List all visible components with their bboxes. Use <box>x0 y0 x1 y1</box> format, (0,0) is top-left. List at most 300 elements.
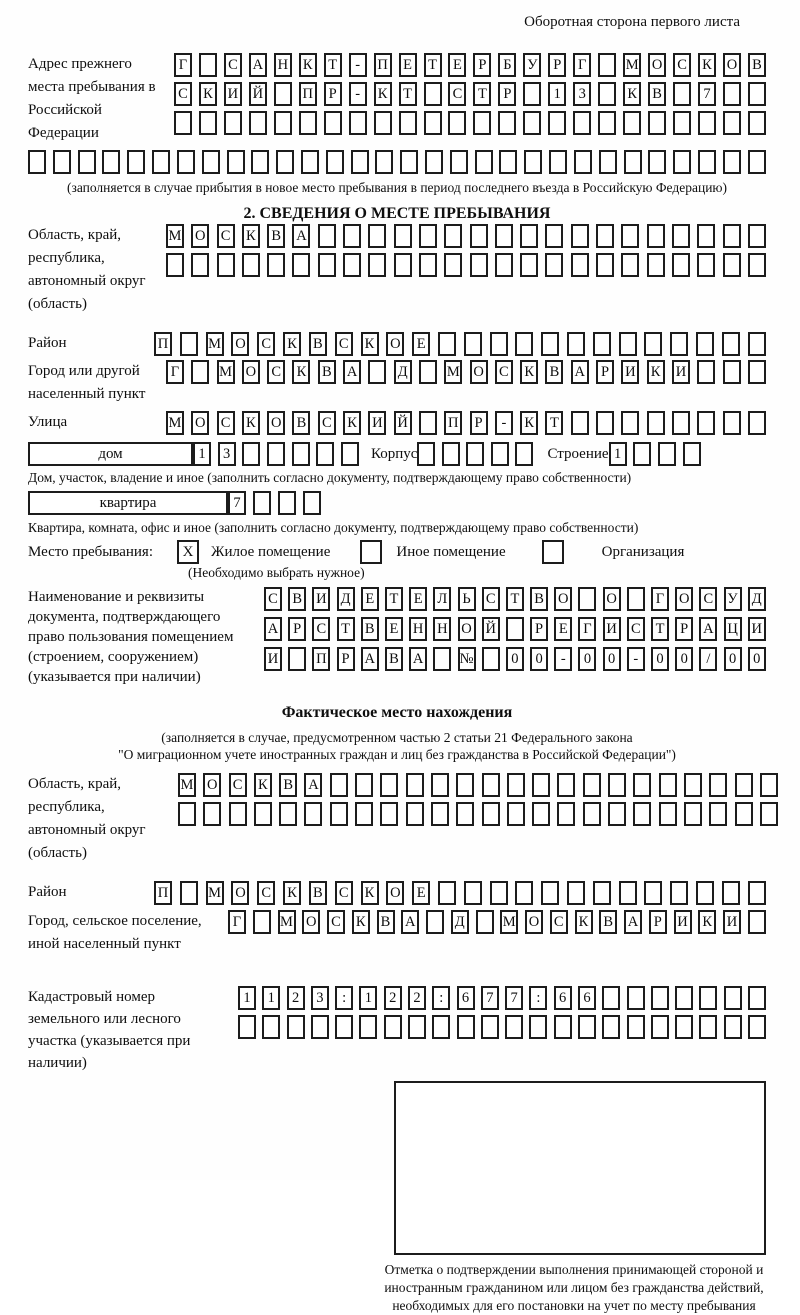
char-cell[interactable]: 6 <box>554 986 572 1010</box>
char-cell[interactable]: М <box>217 360 235 384</box>
char-cell[interactable] <box>433 647 451 671</box>
char-cell[interactable] <box>599 150 617 174</box>
char-cell[interactable]: К <box>623 82 641 106</box>
char-cell[interactable]: К <box>242 224 260 248</box>
char-cell[interactable] <box>699 986 717 1010</box>
checkbox-organization[interactable] <box>542 540 564 564</box>
char-cell[interactable] <box>670 881 688 905</box>
char-cell[interactable] <box>466 442 484 466</box>
char-cell[interactable]: № <box>458 647 476 671</box>
char-cell[interactable]: 2 <box>384 986 402 1010</box>
char-cell[interactable] <box>476 910 494 934</box>
char-cell[interactable]: 0 <box>506 647 524 671</box>
region-row-2[interactable] <box>166 253 766 277</box>
char-cell[interactable]: О <box>648 53 666 77</box>
char-cell[interactable] <box>330 773 348 797</box>
char-cell[interactable]: К <box>374 82 392 106</box>
char-cell[interactable]: О <box>386 881 404 905</box>
char-cell[interactable] <box>506 617 524 641</box>
char-cell[interactable] <box>673 82 691 106</box>
char-cell[interactable] <box>227 150 245 174</box>
char-cell[interactable] <box>571 253 589 277</box>
char-cell[interactable]: Р <box>675 617 693 641</box>
char-cell[interactable] <box>419 411 437 435</box>
char-cell[interactable]: 7 <box>698 82 716 106</box>
char-cell[interactable]: О <box>603 587 621 611</box>
char-cell[interactable] <box>444 224 462 248</box>
char-cell[interactable]: Д <box>337 587 355 611</box>
char-cell[interactable]: Й <box>482 617 500 641</box>
char-cell[interactable]: С <box>335 881 353 905</box>
char-cell[interactable]: Т <box>473 82 491 106</box>
char-cell[interactable] <box>557 802 575 826</box>
char-cell[interactable] <box>723 224 741 248</box>
char-cell[interactable]: М <box>206 332 224 356</box>
char-cell[interactable] <box>355 802 373 826</box>
char-cell[interactable] <box>424 82 442 106</box>
char-cell[interactable] <box>203 802 221 826</box>
char-cell[interactable] <box>482 773 500 797</box>
char-cell[interactable] <box>267 442 285 466</box>
char-cell[interactable] <box>724 1015 742 1039</box>
char-cell[interactable]: 0 <box>748 647 766 671</box>
char-cell[interactable] <box>507 773 525 797</box>
previous-address-row-2[interactable] <box>174 82 766 106</box>
char-cell[interactable] <box>541 332 559 356</box>
char-cell[interactable] <box>593 332 611 356</box>
document-row-3[interactable] <box>264 647 766 671</box>
char-cell[interactable]: И <box>312 587 330 611</box>
char-cell[interactable]: И <box>672 360 690 384</box>
char-cell[interactable]: А <box>264 617 282 641</box>
char-cell[interactable] <box>647 411 665 435</box>
char-cell[interactable]: Т <box>506 587 524 611</box>
char-cell[interactable] <box>343 253 361 277</box>
char-cell[interactable] <box>541 881 559 905</box>
char-cell[interactable] <box>697 253 715 277</box>
char-cell[interactable]: К <box>254 773 272 797</box>
char-cell[interactable]: К <box>361 881 379 905</box>
char-cell[interactable]: Е <box>409 587 427 611</box>
char-cell[interactable] <box>303 491 321 515</box>
char-cell[interactable]: 7 <box>228 491 246 515</box>
char-cell[interactable]: С <box>217 411 235 435</box>
char-cell[interactable]: В <box>530 587 548 611</box>
char-cell[interactable]: Т <box>545 411 563 435</box>
char-cell[interactable] <box>623 111 641 135</box>
char-cell[interactable] <box>633 773 651 797</box>
char-cell[interactable] <box>292 442 310 466</box>
char-cell[interactable]: М <box>500 910 518 934</box>
char-cell[interactable] <box>341 442 359 466</box>
char-cell[interactable] <box>723 82 741 106</box>
char-cell[interactable]: С <box>673 53 691 77</box>
char-cell[interactable] <box>760 802 778 826</box>
char-cell[interactable]: А <box>292 224 310 248</box>
char-cell[interactable] <box>217 253 235 277</box>
char-cell[interactable]: И <box>723 910 741 934</box>
char-cell[interactable] <box>621 411 639 435</box>
char-cell[interactable]: А <box>624 910 642 934</box>
char-cell[interactable] <box>419 224 437 248</box>
char-cell[interactable]: И <box>368 411 386 435</box>
char-cell[interactable]: Г <box>174 53 192 77</box>
char-cell[interactable] <box>648 150 666 174</box>
char-cell[interactable] <box>647 224 665 248</box>
char-cell[interactable] <box>670 332 688 356</box>
char-cell[interactable]: 6 <box>578 986 596 1010</box>
char-cell[interactable] <box>199 53 217 77</box>
char-cell[interactable]: С <box>217 224 235 248</box>
char-cell[interactable] <box>431 773 449 797</box>
char-cell[interactable] <box>608 802 626 826</box>
char-cell[interactable] <box>583 802 601 826</box>
char-cell[interactable] <box>724 986 742 1010</box>
char-cell[interactable] <box>254 802 272 826</box>
char-cell[interactable]: Д <box>394 360 412 384</box>
char-cell[interactable]: О <box>302 910 320 934</box>
char-cell[interactable]: О <box>470 360 488 384</box>
char-cell[interactable]: С <box>229 773 247 797</box>
char-cell[interactable] <box>578 1015 596 1039</box>
char-cell[interactable] <box>276 150 294 174</box>
char-cell[interactable] <box>349 111 367 135</box>
char-cell[interactable] <box>229 802 247 826</box>
char-cell[interactable]: О <box>242 360 260 384</box>
char-cell[interactable] <box>673 150 691 174</box>
char-cell[interactable] <box>470 224 488 248</box>
char-cell[interactable]: С <box>495 360 513 384</box>
char-cell[interactable] <box>299 111 317 135</box>
char-cell[interactable] <box>394 253 412 277</box>
char-cell[interactable]: А <box>699 617 717 641</box>
char-cell[interactable] <box>457 1015 475 1039</box>
char-cell[interactable] <box>683 442 701 466</box>
actual-city-row[interactable] <box>228 910 766 934</box>
char-cell[interactable]: / <box>699 647 717 671</box>
char-cell[interactable] <box>394 224 412 248</box>
char-cell[interactable] <box>499 150 517 174</box>
char-cell[interactable]: Г <box>228 910 246 934</box>
char-cell[interactable]: - <box>554 647 572 671</box>
char-cell[interactable] <box>549 150 567 174</box>
char-cell[interactable] <box>335 1015 353 1039</box>
char-cell[interactable] <box>180 881 198 905</box>
char-cell[interactable]: С <box>312 617 330 641</box>
char-cell[interactable] <box>473 111 491 135</box>
char-cell[interactable] <box>408 1015 426 1039</box>
char-cell[interactable] <box>621 224 639 248</box>
char-cell[interactable]: В <box>288 587 306 611</box>
korpus-row[interactable] <box>417 442 533 466</box>
char-cell[interactable] <box>53 150 71 174</box>
char-cell[interactable]: О <box>525 910 543 934</box>
char-cell[interactable] <box>368 224 386 248</box>
char-cell[interactable] <box>180 332 198 356</box>
char-cell[interactable] <box>102 150 120 174</box>
char-cell[interactable]: Р <box>649 910 667 934</box>
char-cell[interactable] <box>274 111 292 135</box>
char-cell[interactable] <box>748 332 766 356</box>
char-cell[interactable]: Е <box>385 617 403 641</box>
char-cell[interactable]: 1 <box>548 82 566 106</box>
char-cell[interactable]: В <box>292 411 310 435</box>
char-cell[interactable]: 7 <box>481 986 499 1010</box>
char-cell[interactable]: Г <box>573 53 591 77</box>
char-cell[interactable] <box>355 773 373 797</box>
char-cell[interactable] <box>748 360 766 384</box>
char-cell[interactable] <box>262 1015 280 1039</box>
char-cell[interactable]: С <box>267 360 285 384</box>
char-cell[interactable]: Н <box>274 53 292 77</box>
char-cell[interactable]: С <box>224 53 242 77</box>
char-cell[interactable] <box>384 1015 402 1039</box>
char-cell[interactable] <box>760 773 778 797</box>
char-cell[interactable] <box>490 332 508 356</box>
char-cell[interactable] <box>598 53 616 77</box>
char-cell[interactable] <box>425 150 443 174</box>
char-cell[interactable] <box>647 253 665 277</box>
previous-address-row-3[interactable] <box>174 111 766 135</box>
document-row-1[interactable] <box>264 587 766 611</box>
char-cell[interactable]: 0 <box>724 647 742 671</box>
char-cell[interactable] <box>748 411 766 435</box>
char-cell[interactable] <box>174 111 192 135</box>
char-cell[interactable] <box>224 111 242 135</box>
char-cell[interactable] <box>288 647 306 671</box>
char-cell[interactable]: А <box>249 53 267 77</box>
char-cell[interactable] <box>723 150 741 174</box>
char-cell[interactable]: 1 <box>262 986 280 1010</box>
char-cell[interactable]: П <box>299 82 317 106</box>
document-row-2[interactable] <box>264 617 766 641</box>
char-cell[interactable]: В <box>309 332 327 356</box>
char-cell[interactable]: В <box>318 360 336 384</box>
char-cell[interactable]: Й <box>249 82 267 106</box>
char-cell[interactable]: 1 <box>359 986 377 1010</box>
char-cell[interactable] <box>748 82 766 106</box>
char-cell[interactable]: 2 <box>287 986 305 1010</box>
char-cell[interactable] <box>672 253 690 277</box>
char-cell[interactable]: 1 <box>609 442 627 466</box>
char-cell[interactable]: Р <box>548 53 566 77</box>
char-cell[interactable]: К <box>343 411 361 435</box>
char-cell[interactable]: : <box>529 986 547 1010</box>
char-cell[interactable] <box>709 802 727 826</box>
char-cell[interactable]: 3 <box>218 442 236 466</box>
street-row[interactable] <box>166 411 766 435</box>
char-cell[interactable]: В <box>748 53 766 77</box>
char-cell[interactable]: Е <box>448 53 466 77</box>
char-cell[interactable] <box>532 802 550 826</box>
char-cell[interactable] <box>475 150 493 174</box>
char-cell[interactable]: К <box>361 332 379 356</box>
char-cell[interactable]: 0 <box>675 647 693 671</box>
char-cell[interactable] <box>515 332 533 356</box>
char-cell[interactable]: Е <box>399 53 417 77</box>
char-cell[interactable] <box>438 332 456 356</box>
char-cell[interactable]: С <box>257 332 275 356</box>
char-cell[interactable] <box>748 150 766 174</box>
char-cell[interactable]: Т <box>651 617 669 641</box>
char-cell[interactable]: О <box>554 587 572 611</box>
char-cell[interactable]: 0 <box>651 647 669 671</box>
char-cell[interactable] <box>532 773 550 797</box>
char-cell[interactable] <box>505 1015 523 1039</box>
char-cell[interactable]: М <box>178 773 196 797</box>
char-cell[interactable] <box>583 773 601 797</box>
char-cell[interactable]: К <box>352 910 370 934</box>
char-cell[interactable]: М <box>166 224 184 248</box>
char-cell[interactable] <box>698 150 716 174</box>
char-cell[interactable]: В <box>385 647 403 671</box>
char-cell[interactable]: Р <box>288 617 306 641</box>
char-cell[interactable] <box>619 332 637 356</box>
char-cell[interactable]: М <box>166 411 184 435</box>
char-cell[interactable] <box>633 442 651 466</box>
char-cell[interactable]: Л <box>433 587 451 611</box>
char-cell[interactable] <box>515 442 533 466</box>
char-cell[interactable] <box>672 411 690 435</box>
char-cell[interactable]: И <box>674 910 692 934</box>
char-cell[interactable]: Д <box>748 587 766 611</box>
char-cell[interactable]: А <box>409 647 427 671</box>
char-cell[interactable]: 0 <box>530 647 548 671</box>
char-cell[interactable] <box>672 224 690 248</box>
char-cell[interactable] <box>554 1015 572 1039</box>
char-cell[interactable] <box>596 411 614 435</box>
char-cell[interactable] <box>127 150 145 174</box>
char-cell[interactable] <box>697 224 715 248</box>
char-cell[interactable]: К <box>242 411 260 435</box>
char-cell[interactable] <box>748 910 766 934</box>
char-cell[interactable] <box>482 802 500 826</box>
char-cell[interactable] <box>722 332 740 356</box>
char-cell[interactable]: В <box>648 82 666 106</box>
char-cell[interactable] <box>78 150 96 174</box>
char-cell[interactable] <box>520 224 538 248</box>
char-cell[interactable] <box>432 1015 450 1039</box>
char-cell[interactable]: М <box>444 360 462 384</box>
char-cell[interactable] <box>709 773 727 797</box>
char-cell[interactable] <box>596 224 614 248</box>
actual-district-row[interactable] <box>154 881 766 905</box>
cadastral-row-2[interactable] <box>238 1015 766 1039</box>
char-cell[interactable]: Е <box>412 881 430 905</box>
char-cell[interactable]: Р <box>324 82 342 106</box>
char-cell[interactable]: 3 <box>311 986 329 1010</box>
char-cell[interactable] <box>238 1015 256 1039</box>
char-cell[interactable]: В <box>309 881 327 905</box>
char-cell[interactable]: Н <box>433 617 451 641</box>
char-cell[interactable] <box>274 82 292 106</box>
char-cell[interactable] <box>697 360 715 384</box>
char-cell[interactable] <box>431 802 449 826</box>
char-cell[interactable]: С <box>264 587 282 611</box>
char-cell[interactable] <box>419 253 437 277</box>
char-cell[interactable]: С <box>257 881 275 905</box>
char-cell[interactable]: : <box>432 986 450 1010</box>
char-cell[interactable]: Е <box>554 617 572 641</box>
char-cell[interactable] <box>598 111 616 135</box>
char-cell[interactable]: Т <box>424 53 442 77</box>
char-cell[interactable] <box>311 1015 329 1039</box>
char-cell[interactable] <box>292 253 310 277</box>
char-cell[interactable] <box>380 802 398 826</box>
char-cell[interactable]: А <box>571 360 589 384</box>
char-cell[interactable]: 3 <box>573 82 591 106</box>
char-cell[interactable] <box>481 1015 499 1039</box>
char-cell[interactable]: И <box>224 82 242 106</box>
char-cell[interactable]: Р <box>337 647 355 671</box>
char-cell[interactable] <box>253 491 271 515</box>
char-cell[interactable]: 0 <box>603 647 621 671</box>
char-cell[interactable]: К <box>647 360 665 384</box>
char-cell[interactable] <box>723 411 741 435</box>
char-cell[interactable]: Е <box>412 332 430 356</box>
char-cell[interactable]: М <box>623 53 641 77</box>
char-cell[interactable] <box>251 150 269 174</box>
char-cell[interactable]: Г <box>166 360 184 384</box>
char-cell[interactable]: О <box>231 881 249 905</box>
char-cell[interactable] <box>515 881 533 905</box>
char-cell[interactable]: Н <box>409 617 427 641</box>
char-cell[interactable] <box>574 150 592 174</box>
char-cell[interactable] <box>249 111 267 135</box>
char-cell[interactable] <box>624 150 642 174</box>
char-cell[interactable] <box>400 150 418 174</box>
char-cell[interactable]: О <box>458 617 476 641</box>
char-cell[interactable] <box>673 111 691 135</box>
char-cell[interactable]: И <box>264 647 282 671</box>
previous-address-row-4[interactable] <box>28 150 766 174</box>
checkbox-other-premises[interactable] <box>360 540 382 564</box>
char-cell[interactable] <box>748 224 766 248</box>
char-cell[interactable]: С <box>482 587 500 611</box>
char-cell[interactable] <box>359 1015 377 1039</box>
char-cell[interactable] <box>470 253 488 277</box>
char-cell[interactable] <box>523 111 541 135</box>
char-cell[interactable]: Д <box>451 910 469 934</box>
region-row-1[interactable] <box>166 224 766 248</box>
char-cell[interactable] <box>658 442 676 466</box>
stroenie-row[interactable] <box>609 442 701 466</box>
char-cell[interactable] <box>491 442 509 466</box>
char-cell[interactable] <box>675 986 693 1010</box>
cadastral-row-1[interactable] <box>238 986 766 1010</box>
char-cell[interactable]: К <box>283 332 301 356</box>
district-row[interactable] <box>154 332 766 356</box>
char-cell[interactable] <box>490 881 508 905</box>
char-cell[interactable] <box>571 224 589 248</box>
char-cell[interactable] <box>152 150 170 174</box>
char-cell[interactable] <box>330 802 348 826</box>
char-cell[interactable] <box>287 1015 305 1039</box>
char-cell[interactable] <box>253 910 271 934</box>
char-cell[interactable]: О <box>231 332 249 356</box>
char-cell[interactable]: Б <box>498 53 516 77</box>
char-cell[interactable] <box>698 111 716 135</box>
char-cell[interactable] <box>722 881 740 905</box>
char-cell[interactable]: Е <box>361 587 379 611</box>
char-cell[interactable]: В <box>545 360 563 384</box>
char-cell[interactable] <box>627 587 645 611</box>
char-cell[interactable] <box>545 253 563 277</box>
char-cell[interactable]: - <box>349 53 367 77</box>
char-cell[interactable] <box>545 224 563 248</box>
char-cell[interactable] <box>735 802 753 826</box>
char-cell[interactable] <box>343 224 361 248</box>
